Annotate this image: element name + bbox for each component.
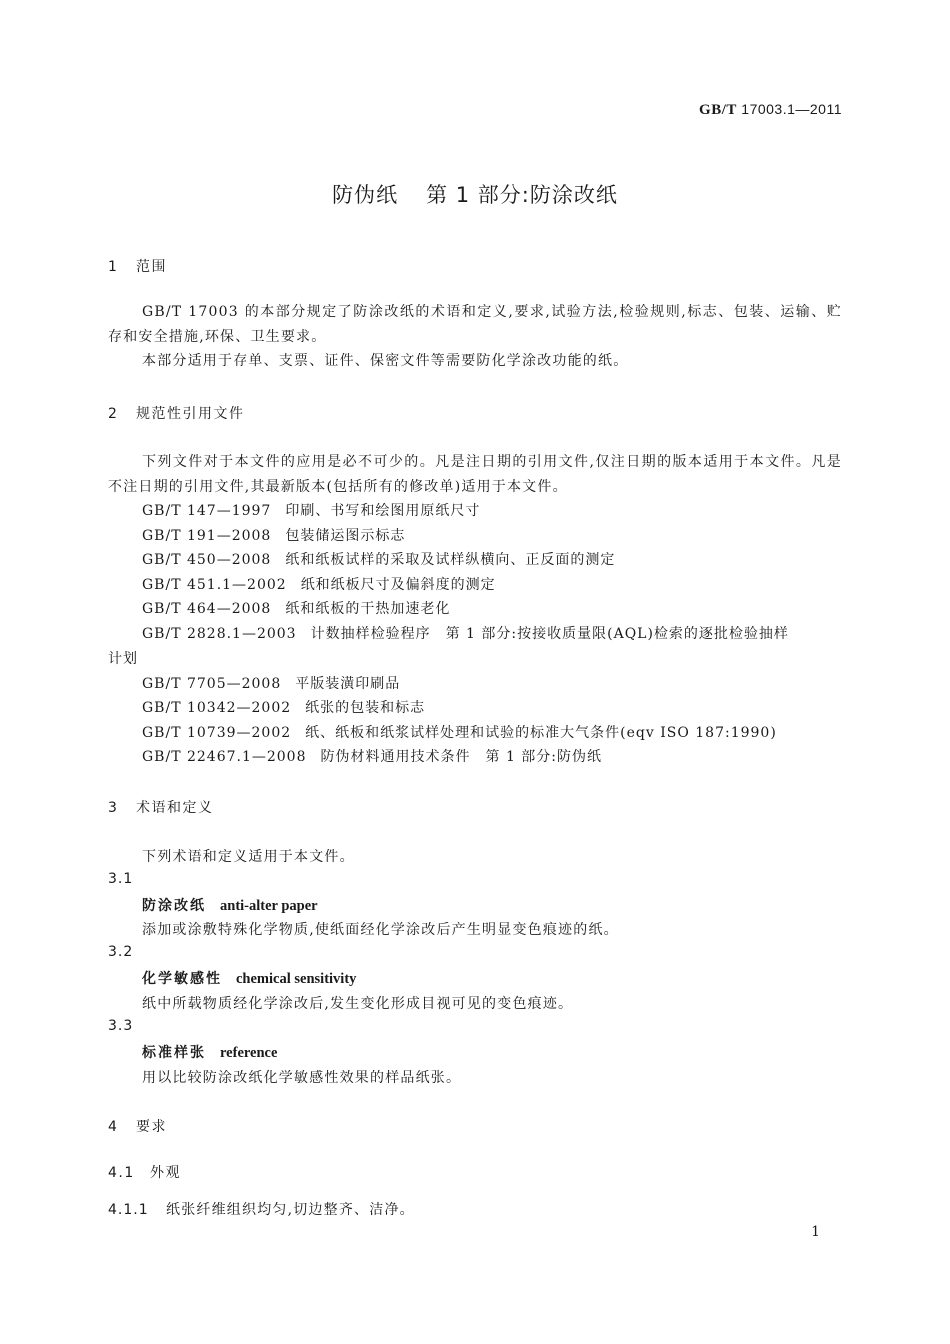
subsection-4-1-heading [108, 1162, 181, 1182]
term-chinese: 化学敏感性 [142, 971, 222, 987]
term-entry [142, 895, 318, 915]
term-chinese: 标准样张 [142, 1045, 206, 1061]
page-number: 1 [811, 1224, 820, 1240]
subsection-number: 4.1 [108, 1165, 135, 1181]
reference-item [142, 598, 450, 618]
section-3-heading [108, 797, 214, 817]
section-number: 2 [108, 406, 119, 422]
standard-code [699, 101, 842, 119]
title-main: 防伪纸 [332, 183, 399, 207]
term-number: 3.2 [108, 944, 134, 960]
reference-title: 纸和纸板试样的采取及试样纵横向、正反面的测定 [285, 552, 616, 568]
reference-continuation: 计划 [108, 651, 138, 667]
term-entry [142, 1042, 277, 1062]
reference-item [142, 525, 405, 545]
section-3-intro: 下列术语和定义适用于本文件。 [142, 849, 355, 865]
section-title: 范围 [136, 259, 167, 275]
standard-prefix: GB/T [699, 102, 737, 118]
reference-code: GB/T 191—2008 [142, 528, 272, 544]
document-title [0, 179, 950, 209]
section-number: 4 [108, 1119, 119, 1135]
standard-number: 17003.1—2011 [741, 101, 842, 117]
reference-title: 防伪材料通用技术条件 第 1 部分:防伪纸 [320, 749, 603, 765]
term-chinese: 防涂改纸 [142, 898, 206, 914]
term-english: anti-alter paper [220, 898, 318, 914]
reference-title: 印刷、书写和绘图用原纸尺寸 [285, 503, 481, 519]
term-number: 3.3 [108, 1018, 134, 1034]
reference-code: GB/T 22467.1—2008 [142, 749, 307, 765]
reference-title: 平版装潢印刷品 [295, 676, 401, 692]
title-part: 第 1 部分:防涂改纸 [426, 183, 618, 207]
term-english: chemical sensitivity [236, 971, 357, 987]
reference-code: GB/T 464—2008 [142, 601, 272, 617]
reference-item [142, 697, 425, 717]
term-number: 3.1 [108, 871, 134, 887]
reference-code: GB/T 147—1997 [142, 503, 272, 519]
reference-title: 包装储运图示标志 [285, 528, 406, 544]
term-definition: 添加或涂敷特殊化学物质,使纸面经化学涂改后产生明显变色痕迹的纸。 [142, 922, 619, 938]
subsection-title: 外观 [150, 1165, 181, 1181]
section-2-heading [108, 403, 245, 423]
section-1-paragraph-2: 本部分适用于存单、支票、证件、保密文件等需要防化学涂改功能的纸。 [142, 353, 629, 369]
reference-item [142, 722, 777, 742]
reference-item [142, 574, 496, 594]
reference-code: GB/T 451.1—2002 [142, 577, 287, 593]
reference-code: GB/T 10739—2002 [142, 725, 292, 741]
reference-item [142, 673, 400, 693]
term-definition: 用以比较防涂改纸化学敏感性效果的样品纸张。 [142, 1070, 462, 1086]
clause-number: 4.1.1 [108, 1202, 149, 1218]
section-title: 要求 [136, 1119, 167, 1135]
section-1-paragraph-1: GB/T 17003 的本部分规定了防涂改纸的术语和定义,要求,试验方法,检验规则,标志、包装、运输、贮存和安全措施,环保、卫生要求。 [108, 304, 842, 345]
term-definition: 纸中所载物质经化学涂改后,发生变化形成目视可见的变色痕迹。 [142, 996, 574, 1012]
reference-item [142, 746, 602, 766]
section-2-intro: 下列文件对于本文件的应用是必不可少的。凡是注日期的引用文件,仅注日期的版本适用于本文件。凡是不注日期的引用文件,其最新版本(包括所有的修改单)适用于本文件。 [108, 454, 842, 495]
reference-title: 纸和纸板尺寸及偏斜度的测定 [300, 577, 496, 593]
term-entry [142, 968, 356, 988]
reference-code: GB/T 450—2008 [142, 552, 272, 568]
section-4-heading [108, 1116, 167, 1136]
reference-item [142, 500, 480, 520]
reference-item [142, 549, 615, 569]
reference-title: 纸、纸板和纸浆试样处理和试验的标准大气条件(eqv ISO 187:1990) [305, 725, 777, 741]
reference-item [142, 623, 789, 643]
clause-text: 纸张纤维组织均匀,切边整齐、洁净。 [166, 1202, 415, 1218]
reference-code: GB/T 10342—2002 [142, 700, 292, 716]
clause-4-1-1 [108, 1198, 415, 1223]
reference-title: 纸和纸板的干热加速老化 [285, 601, 451, 617]
reference-title: 纸张的包装和标志 [305, 700, 426, 716]
section-title: 规范性引用文件 [136, 406, 245, 422]
section-title: 术语和定义 [136, 800, 214, 816]
reference-title: 计数抽样检验程序 第 1 部分:按接收质量限(AQL)检索的逐批检验抽样 [310, 626, 789, 642]
section-number: 1 [108, 259, 119, 275]
reference-code: GB/T 2828.1—2003 [142, 626, 297, 642]
reference-code: GB/T 7705—2008 [142, 676, 282, 692]
section-number: 3 [108, 800, 119, 816]
term-english: reference [220, 1045, 278, 1061]
section-1-heading [108, 256, 167, 276]
